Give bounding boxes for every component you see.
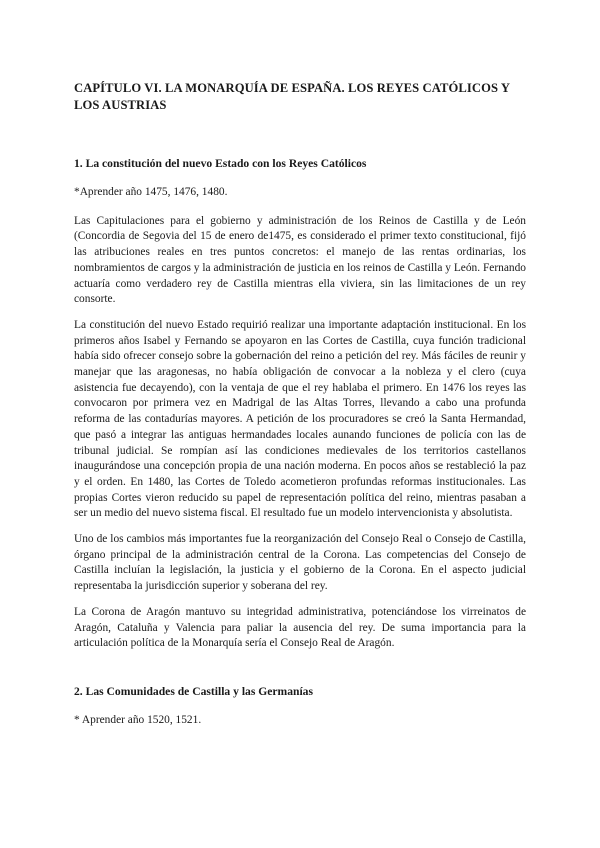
section-1-note: *Aprender año 1475, 1476, 1480. bbox=[74, 186, 228, 198]
section-1-heading: 1. La constitución del nuevo Estado con los Reyes Católicos bbox=[74, 157, 367, 170]
section-1-paragraph-4: La Corona de Aragón mantuvo su integridad administrativa, potenciándose los virreinatos de Aragón, Cataluña y Valencia para paliar la ausencia del rey. De suma importancia para la articulación política de la Monarquía sería el Consejo Real de Aragón. bbox=[74, 605, 526, 650]
section-1 bbox=[74, 156, 526, 652]
section-2-heading: 2. Las Comunidades de Castilla y las Germanías bbox=[74, 684, 313, 698]
section-1-paragraph-3: Uno de los cambios más importantes fue la reorganización del Consejo Real o Consejo de Castilla, órgano principal de la administración central de la Corona. Las competencias del Consejo de Castilla incluían la legislación, la justicia y el gobierno de la Corona. En el aspecto judicial representaba la jurisdicción superior y soberana del rey. bbox=[74, 533, 526, 593]
section-2 bbox=[74, 684, 526, 729]
chapter-title: CAPÍTULO VI. LA MONARQUÍA DE ESPAÑA. LOS REYES CATÓLICOS Y LOS AUSTRIAS bbox=[74, 81, 510, 112]
section-1-paragraph-2: La constitución del nuevo Estado requirió realizar una importante adaptación institucional. En los primeros años Isabel y Fernando se apoyaron en las Cortes de Castilla, cuya función tradicional había sido ofrecer consejo sobre la gobernación del reino a petición del rey. Más fáciles de reunir y manejar que las aragonesas, no había obligación de convocar a la nobleza y el clero (cuya asistencia fue decayendo), con la ventaja de que el rey hablaba el primero. En 1476 los reyes las convocaron por primera vez en Madrigal de las Altas Torres, llevando a cabo una profunda reforma de las contadurías mayores. A petición de los procuradores se creó la Santa Hermandad, que pasó a integrar las antiguas hermandades locales aunando funciones de policía con las de tribunal judicial. Se rompían así las condiciones medievales de los territorios castellanos inaugurándose una concepción propia de una nación moderna. En pocos años se restableció la paz y el orden. En 1480, las Cortes de Toledo acometieron profundas reformas institucionales. Las propias Cortes vieron reducido su papel de representación política del reino, mientras pasaban a ser un medio del nuevo sistema fiscal. El resultado fue un modelo intervencionista y absolutista. bbox=[74, 318, 526, 520]
section-2-note: * Aprender año 1520, 1521. bbox=[74, 713, 202, 726]
section-1-paragraph-1: Las Capitulaciones para el gobierno y administración de los Reinos de Castilla y de León (Concordia de Segovia del 15 de enero de1475, es considerado el primer texto constitucional, fijó las atribuciones reales en tres puntos concretos: el manejo de las rentas ordinarias, los nombramientos de cargos y la administración de justicia en los reinos de Castilla y León. Fernando actuaría como verdadero rey de Castilla mientras ella viviera, sin las limitaciones de un rey consorte. bbox=[74, 214, 526, 306]
page-content bbox=[74, 80, 526, 729]
